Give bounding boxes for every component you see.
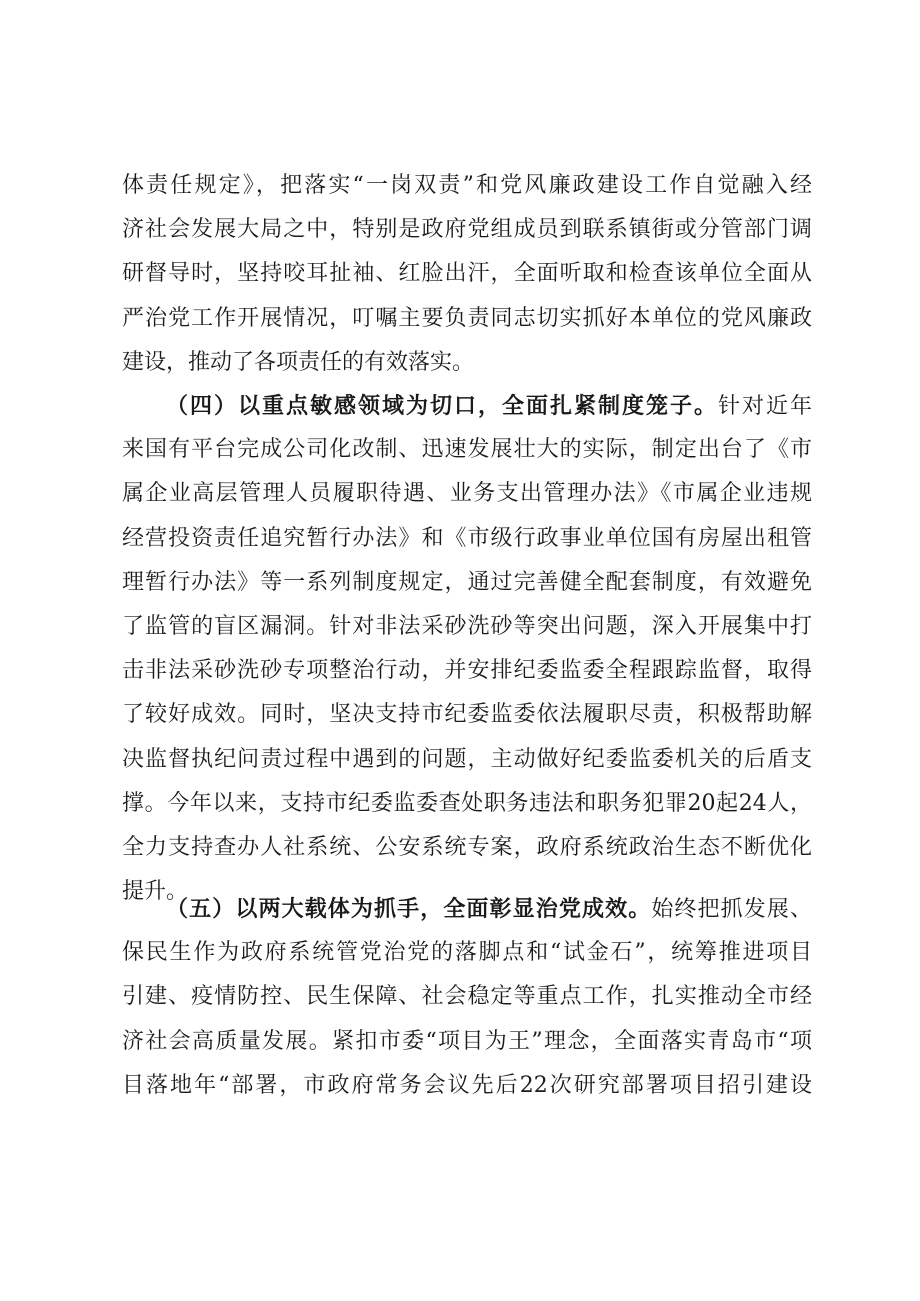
paragraph-section-four — [122, 384, 812, 914]
text-line: 了较好成效。同时，坚决支持市纪委监委依法履职尽责，积极帮助解 — [122, 702, 812, 728]
text-line: 研督导时，坚持咬耳扯袖、红脸出汗，全面听取和检查该单位全面从 — [122, 261, 812, 287]
text-line: 经营投资责任追究暂行办法》和《市级行政事业单位国有房屋出租管 — [122, 525, 812, 551]
text-line: 击非法采砂洗砂专项整治行动，并安排纪委监委全程跟踪监督，取得 — [122, 658, 812, 684]
text-line: 体责任规定》，把落实“一岗双责”和党风廉政建设工作自觉融入经 — [122, 173, 812, 198]
paragraph-responsibility — [122, 164, 812, 385]
text-line: 提升。 — [122, 879, 189, 905]
text-line: 目落地年“部署，市政府常务会议先后22次研究部署项目招引建设 — [122, 1072, 812, 1098]
text-line: 撑。今年以来，支持市纪委监委查处职务违法和职务犯罪20起24人， — [122, 790, 812, 816]
text-line — [122, 887, 812, 931]
section-heading: （五）以两大载体为抓手，全面彰显治党成效。 — [166, 896, 652, 922]
text-line: 建设，推动了各项责任的有效落实。 — [122, 349, 475, 375]
section-heading: （四）以重点敏感领域为切口，全面扎紧制度笼子。 — [166, 393, 718, 419]
text-run: 始终把抓发展、 — [651, 897, 812, 922]
text-line: 决监督执纪问责过程中遇到的问题，主动做好纪委监委机关的后盾支 — [122, 746, 812, 772]
text-line: 济社会高质量发展。紧扣市委“项目为王”理念，全面落实青岛市“项 — [122, 1028, 812, 1054]
text-line: 属企业高层管理人员履职待遇、业务支出管理办法》《市属企业违规 — [122, 481, 812, 507]
text-line: 理暂行办法》等一系列制度规定，通过完善健全配套制度，有效避免 — [122, 569, 812, 595]
text-line: 保民生作为政府系统管党治党的落脚点和“试金石”，统筹推进项目 — [122, 940, 812, 966]
text-line: 全力支持查办人社系统、公安系统专案，政府系统政治生态不断优化 — [122, 834, 812, 860]
text-line: 济社会发展大局之中，特别是政府党组成员到联系镇街或分管部门调 — [122, 217, 812, 243]
text-line — [122, 384, 812, 428]
text-line: 了监管的盲区漏洞。针对非法采砂洗砂等突出问题，深入开展集中打 — [122, 613, 812, 639]
text-run: 针对近年 — [717, 394, 812, 419]
text-line: 引建、疫情防控、民生保障、社会稳定等重点工作，扎实推动全市经 — [122, 984, 812, 1010]
paragraph-section-five — [122, 887, 812, 1108]
text-line: 严治党工作开展情况，叮嘱主要负责同志切实抓好本单位的党风廉政 — [122, 305, 812, 331]
text-line: 来国有平台完成公司化改制、迅速发展壮大的实际，制定出台了《市 — [122, 437, 812, 463]
